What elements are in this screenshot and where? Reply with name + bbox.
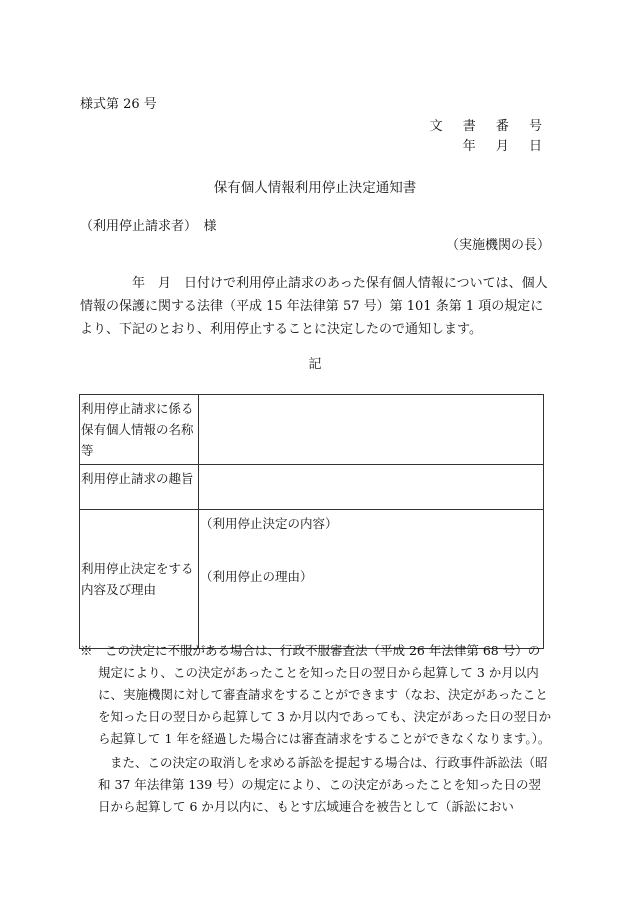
form-number: 様式第 26 号 [80,97,157,112]
table-row [80,465,544,510]
row3-content2: （利用停止の理由） [200,569,313,584]
appeal-notice-para2: また、この決定の取消しを求める訴訟を提起する場合は、行政事件訴訟法（昭和 37 年法律第 139 号）の規定により、この決定があったことを知った日の翌日から起算して 6 か月以内に、もとす広域連合を被告として（訴訟におい [98,755,548,814]
addressee: （利用停止請求者） 様 [80,219,217,234]
sender: （実施機関の長） [445,238,550,253]
decision-table [79,394,544,649]
row1-value [199,395,544,465]
row3-value [199,510,544,649]
table-row [80,395,544,465]
appeal-notice [80,640,552,818]
document-number: 文 書 番 号 [429,119,550,134]
row3-label: 利用停止決定をする内容及び理由 [80,510,199,649]
row1-label: 利用停止請求に係る保有個人情報の名称等 [80,395,199,465]
row2-label: 利用停止請求の趣旨 [80,465,199,510]
appeal-notice-para1: ※ この決定に不服がある場合は、行政不服審査法（平成 26 年法律第 68 号）の規定により、この決定があったことを知った日の翌日から起算して 3 か月以内に、実施機関に対して審査請求をすることができます（なお、決定があったことを知った日の翌日から起算して 3 か月以内であっても、決定があった日の翌日から起算して 1 年を経過した場合には審査請求をすることができなくなります。）。 [80,643,552,746]
document-title: 保有個人情報利用停止決定通知書 [213,180,417,196]
document-date: 年 月 日 [462,139,550,154]
intro-paragraph: 年 月 日付けで利用停止請求のあった保有個人情報については、個人情報の保護に関する法律（平成 15 年法律第 57 号）第 101 条第 1 項の規定により、下記のとおり、利用停止することに決定したので通知します。 [80,276,548,337]
table-row [80,510,544,649]
row2-value [199,465,544,510]
row3-content1: （利用停止決定の内容） [200,516,338,531]
ki-heading: 記 [308,357,322,372]
